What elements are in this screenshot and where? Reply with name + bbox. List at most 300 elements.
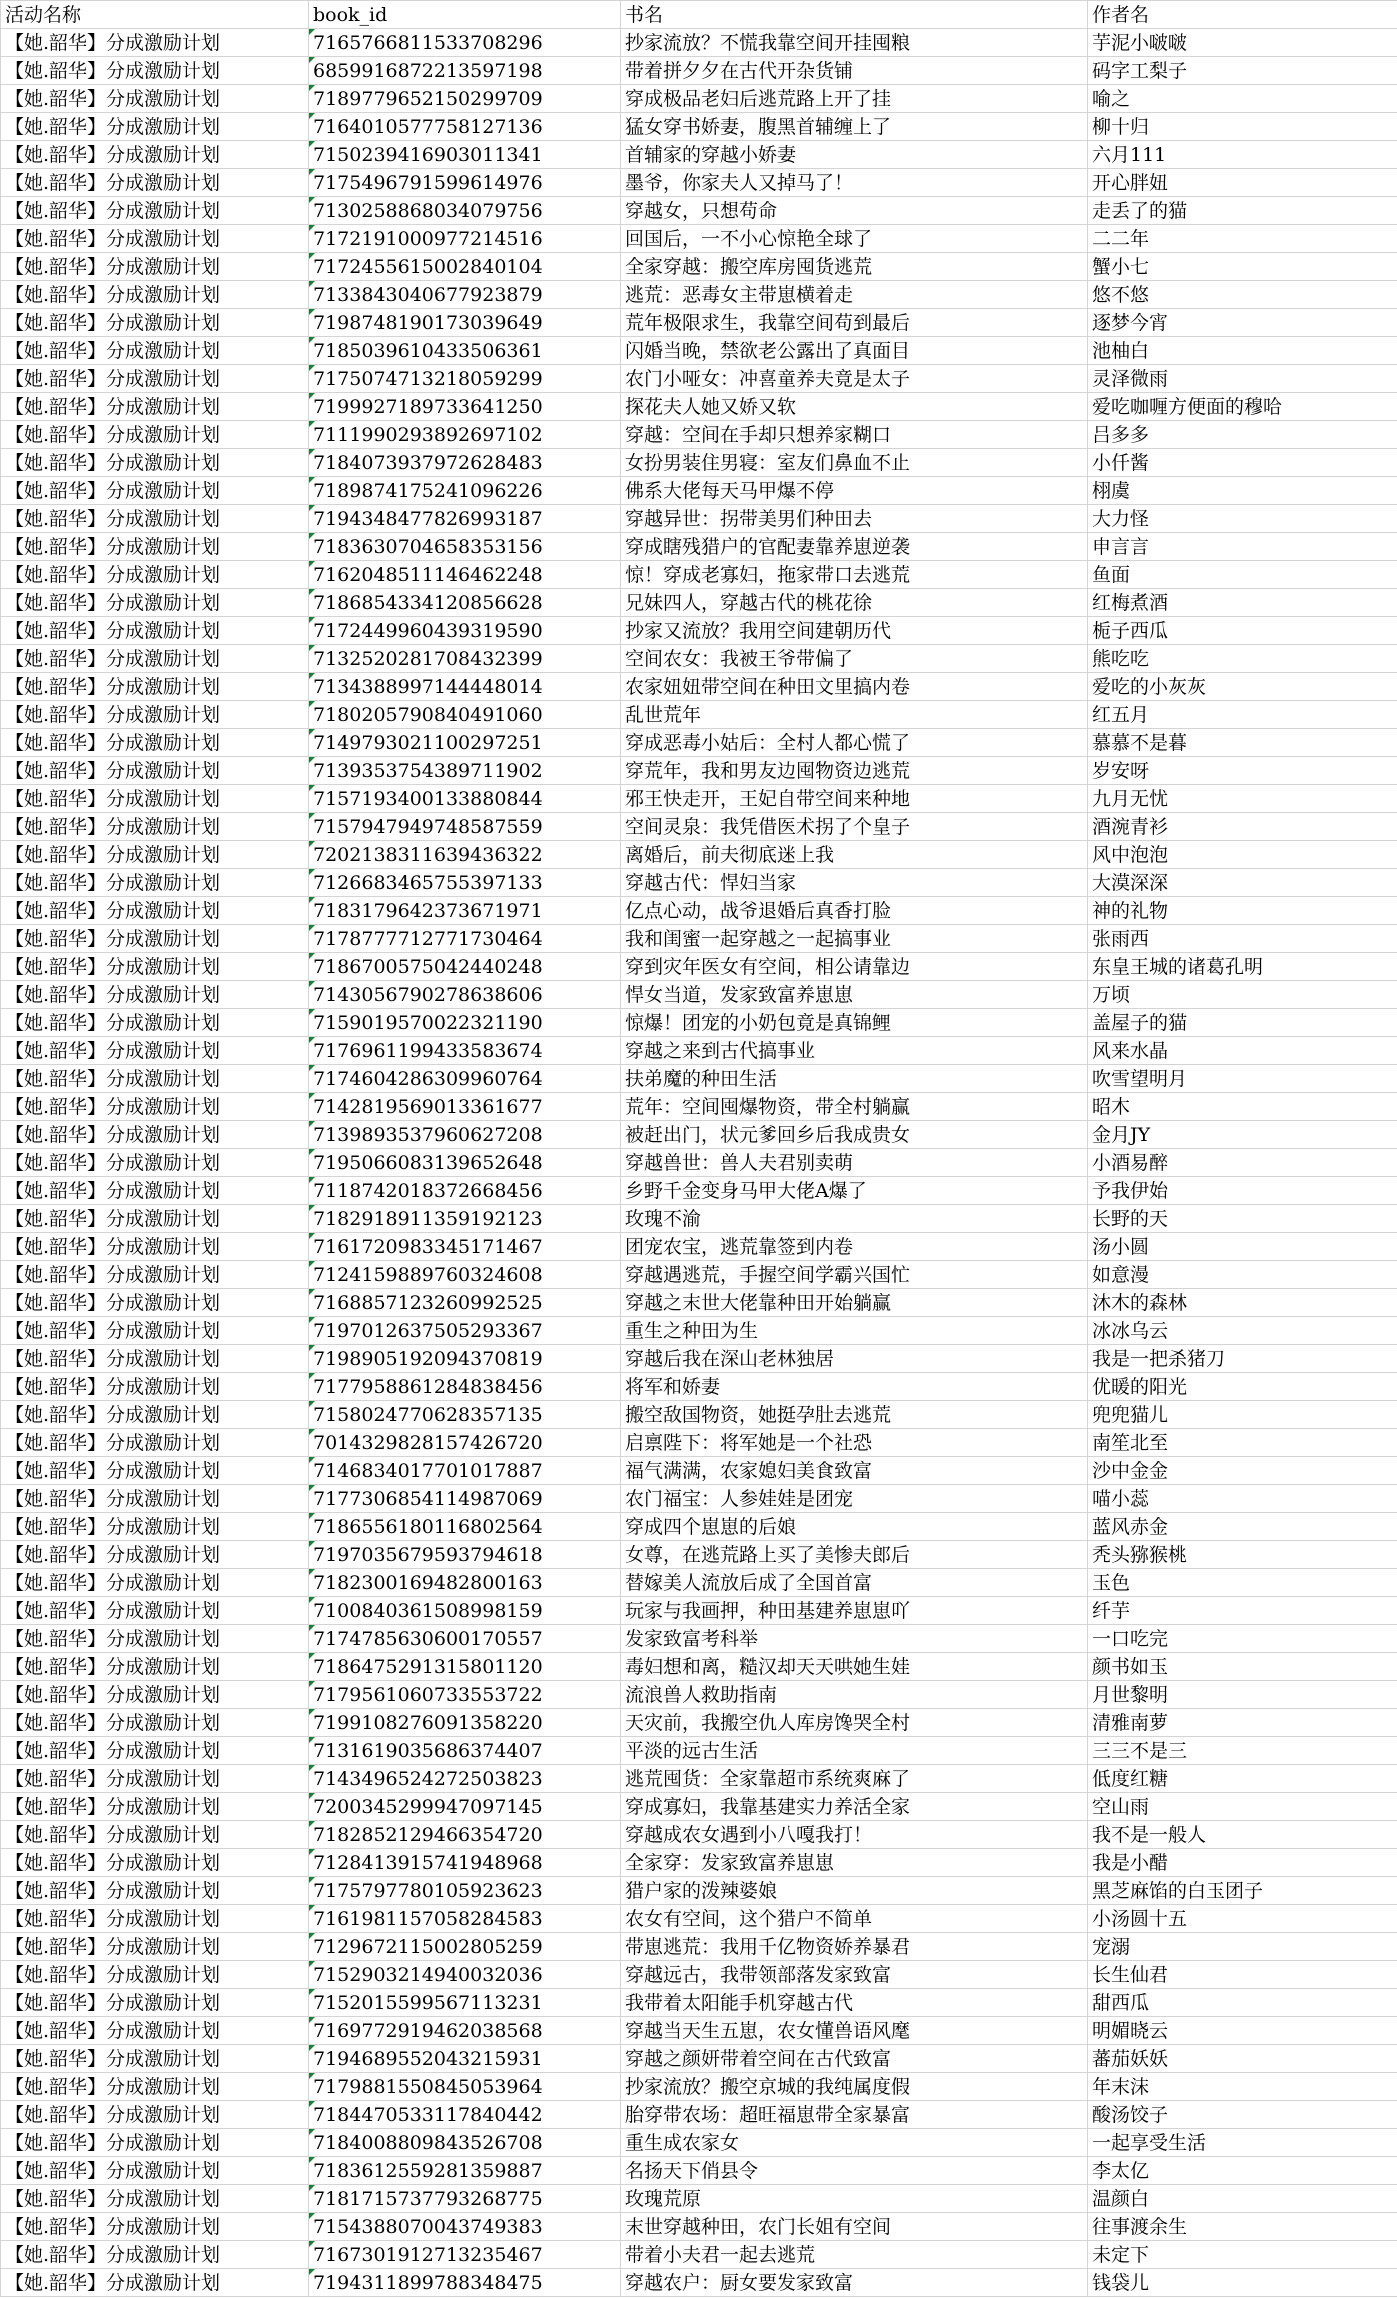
- author-cell[interactable]: 盖屋子的猫: [1088, 1009, 1397, 1037]
- activity-cell[interactable]: 【她.韶华】分成激励计划: [1, 197, 309, 225]
- title-cell[interactable]: 空间农女：我被王爷带偏了: [621, 645, 1088, 673]
- book-id-cell[interactable]: 7183630704658353156: [309, 533, 621, 561]
- book-id-cell[interactable]: 7128413915741948968: [309, 1849, 621, 1877]
- activity-cell[interactable]: 【她.韶华】分成激励计划: [1, 2045, 309, 2073]
- author-cell[interactable]: 玉色: [1088, 1569, 1397, 1597]
- activity-cell[interactable]: 【她.韶华】分成激励计划: [1, 253, 309, 281]
- book-id-cell[interactable]: 7143056790278638606: [309, 981, 621, 1009]
- activity-cell[interactable]: 【她.韶华】分成激励计划: [1, 1205, 309, 1233]
- title-cell[interactable]: 回国后，一不小心惊艳全球了: [621, 225, 1088, 253]
- book-id-cell[interactable]: 7149793021100297251: [309, 729, 621, 757]
- activity-cell[interactable]: 【她.韶华】分成激励计划: [1, 785, 309, 813]
- author-cell[interactable]: 东皇王城的诸葛孔明: [1088, 953, 1397, 981]
- activity-cell[interactable]: 【她.韶华】分成激励计划: [1, 2101, 309, 2129]
- book-id-cell[interactable]: 7180205790840491060: [309, 701, 621, 729]
- author-cell[interactable]: 走丢了的猫: [1088, 197, 1397, 225]
- author-cell[interactable]: 一口吃完: [1088, 1625, 1397, 1653]
- activity-cell[interactable]: 【她.韶华】分成激励计划: [1, 85, 309, 113]
- activity-cell[interactable]: 【她.韶华】分成激励计划: [1, 1933, 309, 1961]
- title-cell[interactable]: 玫瑰不渝: [621, 1205, 1088, 1233]
- author-cell[interactable]: 大漠深深: [1088, 869, 1397, 897]
- author-cell[interactable]: 九月无忧: [1088, 785, 1397, 813]
- activity-cell[interactable]: 【她.韶华】分成激励计划: [1, 421, 309, 449]
- title-cell[interactable]: 穿越后我在深山老林独居: [621, 1345, 1088, 1373]
- title-cell[interactable]: 农家妞妞带空间在种田文里搞内卷: [621, 673, 1088, 701]
- activity-cell[interactable]: 【她.韶华】分成激励计划: [1, 1905, 309, 1933]
- book-id-cell[interactable]: 7175496791599614976: [309, 169, 621, 197]
- activity-cell[interactable]: 【她.韶华】分成激励计划: [1, 393, 309, 421]
- author-cell[interactable]: 我是小醋: [1088, 1849, 1397, 1877]
- title-cell[interactable]: 胎穿带农场：超旺福崽带全家暴富: [621, 2101, 1088, 2129]
- title-cell[interactable]: 穿越古代：悍妇当家: [621, 869, 1088, 897]
- author-cell[interactable]: 秃头猕猴桃: [1088, 1541, 1397, 1569]
- book-id-cell[interactable]: 7152903214940032036: [309, 1961, 621, 1989]
- author-cell[interactable]: 鱼面: [1088, 561, 1397, 589]
- title-cell[interactable]: 空间灵泉：我凭借医术拐了个皇子: [621, 813, 1088, 841]
- title-cell[interactable]: 穿越之颜妍带着空间在古代致富: [621, 2045, 1088, 2073]
- author-cell[interactable]: 蟹小七: [1088, 253, 1397, 281]
- title-cell[interactable]: 全家穿：发家致富养崽崽: [621, 1849, 1088, 1877]
- author-cell[interactable]: 吕多多: [1088, 421, 1397, 449]
- header-cell-activity[interactable]: 活动名称: [1, 1, 309, 29]
- title-cell[interactable]: 穿荒年，我和男友边囤物资边逃荒: [621, 757, 1088, 785]
- title-cell[interactable]: 穿成恶毒小姑后：全村人都心慌了: [621, 729, 1088, 757]
- title-cell[interactable]: 将军和娇妻: [621, 1373, 1088, 1401]
- book-id-cell[interactable]: 7167301912713235467: [309, 2241, 621, 2269]
- title-cell[interactable]: 带崽逃荒：我用千亿物资娇养暴君: [621, 1933, 1088, 1961]
- book-id-cell[interactable]: 7132520281708432399: [309, 645, 621, 673]
- author-cell[interactable]: 红五月: [1088, 701, 1397, 729]
- title-cell[interactable]: 猛女穿书娇妻，腹黑首辅缠上了: [621, 113, 1088, 141]
- title-cell[interactable]: 天灾前，我搬空仇人库房馋哭全村: [621, 1709, 1088, 1737]
- activity-cell[interactable]: 【她.韶华】分成激励计划: [1, 2129, 309, 2157]
- book-id-cell[interactable]: 7185039610433506361: [309, 337, 621, 365]
- book-id-cell[interactable]: 7100840361508998159: [309, 1597, 621, 1625]
- author-cell[interactable]: 如意漫: [1088, 1261, 1397, 1289]
- title-cell[interactable]: 穿越成农女遇到小八嘎我打！: [621, 1821, 1088, 1849]
- author-cell[interactable]: 吹雪望明月: [1088, 1065, 1397, 1093]
- activity-cell[interactable]: 【她.韶华】分成激励计划: [1, 981, 309, 1009]
- book-id-cell[interactable]: 7118742018372668456: [309, 1177, 621, 1205]
- book-id-cell[interactable]: 7182300169482800163: [309, 1569, 621, 1597]
- book-id-cell[interactable]: 7146834017701017887: [309, 1457, 621, 1485]
- book-id-cell[interactable]: 7143496524272503823: [309, 1765, 621, 1793]
- author-cell[interactable]: 宠溺: [1088, 1933, 1397, 1961]
- activity-cell[interactable]: 【她.韶华】分成激励计划: [1, 1093, 309, 1121]
- title-cell[interactable]: 佛系大佬每天马甲爆不停: [621, 477, 1088, 505]
- book-id-cell[interactable]: 7175074713218059299: [309, 365, 621, 393]
- activity-cell[interactable]: 【她.韶华】分成激励计划: [1, 2185, 309, 2213]
- title-cell[interactable]: 穿成寡妇，我靠基建实力养活全家: [621, 1793, 1088, 1821]
- activity-cell[interactable]: 【她.韶华】分成激励计划: [1, 169, 309, 197]
- title-cell[interactable]: 末世穿越种田，农门长姐有空间: [621, 2213, 1088, 2241]
- title-cell[interactable]: 农门小哑女：冲喜童养夫竟是太子: [621, 365, 1088, 393]
- author-cell[interactable]: 酸汤饺子: [1088, 2101, 1397, 2129]
- title-cell[interactable]: 带着拼夕夕在古代开杂货铺: [621, 57, 1088, 85]
- title-cell[interactable]: 带着小夫君一起去逃荒: [621, 2241, 1088, 2269]
- author-cell[interactable]: 南笙北至: [1088, 1429, 1397, 1457]
- book-id-cell[interactable]: 7189874175241096226: [309, 477, 621, 505]
- activity-cell[interactable]: 【她.韶华】分成激励计划: [1, 2017, 309, 2045]
- activity-cell[interactable]: 【她.韶华】分成激励计划: [1, 1345, 309, 1373]
- book-id-cell[interactable]: 7154388070043749383: [309, 2213, 621, 2241]
- book-id-cell[interactable]: 7124159889760324608: [309, 1261, 621, 1289]
- book-id-cell[interactable]: 7159019570022321190: [309, 1009, 621, 1037]
- title-cell[interactable]: 启禀陛下：将军她是一个社恐: [621, 1429, 1088, 1457]
- author-cell[interactable]: 颜书如玉: [1088, 1653, 1397, 1681]
- book-id-cell[interactable]: 7197035679593794618: [309, 1541, 621, 1569]
- title-cell[interactable]: 穿越：空间在手却只想养家糊口: [621, 421, 1088, 449]
- book-id-cell[interactable]: 7181715737793268775: [309, 2185, 621, 2213]
- activity-cell[interactable]: 【她.韶华】分成激励计划: [1, 673, 309, 701]
- activity-cell[interactable]: 【她.韶华】分成激励计划: [1, 953, 309, 981]
- header-cell-author[interactable]: 作者名: [1088, 1, 1397, 29]
- author-cell[interactable]: 温颜白: [1088, 2185, 1397, 2213]
- activity-cell[interactable]: 【她.韶华】分成激励计划: [1, 449, 309, 477]
- book-id-cell[interactable]: 7157947949748587559: [309, 813, 621, 841]
- book-id-cell[interactable]: 7139893537960627208: [309, 1121, 621, 1149]
- author-cell[interactable]: 小酒易醉: [1088, 1149, 1397, 1177]
- title-cell[interactable]: 亿点心动，战爷退婚后真香打脸: [621, 897, 1088, 925]
- title-cell[interactable]: 荒年极限求生，我靠空间苟到最后: [621, 309, 1088, 337]
- book-id-cell[interactable]: 7183179642373671971: [309, 897, 621, 925]
- book-id-cell[interactable]: 7172449960439319590: [309, 617, 621, 645]
- author-cell[interactable]: 张雨西: [1088, 925, 1397, 953]
- author-cell[interactable]: 长野的天: [1088, 1205, 1397, 1233]
- author-cell[interactable]: 兜兜猫儿: [1088, 1401, 1397, 1429]
- header-cell-title[interactable]: 书名: [621, 1, 1088, 29]
- activity-cell[interactable]: 【她.韶华】分成激励计划: [1, 757, 309, 785]
- author-cell[interactable]: 栩虞: [1088, 477, 1397, 505]
- activity-cell[interactable]: 【她.韶华】分成激励计划: [1, 1709, 309, 1737]
- title-cell[interactable]: 探花夫人她又娇又软: [621, 393, 1088, 421]
- author-cell[interactable]: 大力怪: [1088, 505, 1397, 533]
- book-id-cell[interactable]: 7202138311639436322: [309, 841, 621, 869]
- book-id-cell[interactable]: 7198748190173039649: [309, 309, 621, 337]
- book-id-cell[interactable]: 7152015599567113231: [309, 1989, 621, 2017]
- title-cell[interactable]: 福气满满，农家媳妇美食致富: [621, 1457, 1088, 1485]
- activity-cell[interactable]: 【她.韶华】分成激励计划: [1, 1261, 309, 1289]
- author-cell[interactable]: 昭木: [1088, 1093, 1397, 1121]
- title-cell[interactable]: 我带着太阳能手机穿越古代: [621, 1989, 1088, 2017]
- book-id-cell[interactable]: 7184073937972628483: [309, 449, 621, 477]
- activity-cell[interactable]: 【她.韶华】分成激励计划: [1, 533, 309, 561]
- author-cell[interactable]: 喵小蕊: [1088, 1485, 1397, 1513]
- book-id-cell[interactable]: 7189779652150299709: [309, 85, 621, 113]
- activity-cell[interactable]: 【她.韶华】分成激励计划: [1, 869, 309, 897]
- activity-cell[interactable]: 【她.韶华】分成激励计划: [1, 589, 309, 617]
- activity-cell[interactable]: 【她.韶华】分成激励计划: [1, 1681, 309, 1709]
- title-cell[interactable]: 重生成农家女: [621, 2129, 1088, 2157]
- activity-cell[interactable]: 【她.韶华】分成激励计划: [1, 1233, 309, 1261]
- title-cell[interactable]: 穿越之末世大佬靠种田开始躺赢: [621, 1289, 1088, 1317]
- book-id-cell[interactable]: 7186556180116802564: [309, 1513, 621, 1541]
- book-id-cell[interactable]: 7186475291315801120: [309, 1653, 621, 1681]
- title-cell[interactable]: 平淡的远古生活: [621, 1737, 1088, 1765]
- book-id-cell[interactable]: 7194689552043215931: [309, 2045, 621, 2073]
- author-cell[interactable]: 未定下: [1088, 2241, 1397, 2269]
- activity-cell[interactable]: 【她.韶华】分成激励计划: [1, 897, 309, 925]
- activity-cell[interactable]: 【她.韶华】分成激励计划: [1, 1457, 309, 1485]
- author-cell[interactable]: 申言言: [1088, 533, 1397, 561]
- book-id-cell[interactable]: 7199927189733641250: [309, 393, 621, 421]
- author-cell[interactable]: 沙中金金: [1088, 1457, 1397, 1485]
- author-cell[interactable]: 风中泡泡: [1088, 841, 1397, 869]
- author-cell[interactable]: 三三不是三: [1088, 1737, 1397, 1765]
- author-cell[interactable]: 空山雨: [1088, 1793, 1397, 1821]
- author-cell[interactable]: 年末沫: [1088, 2073, 1397, 2101]
- activity-cell[interactable]: 【她.韶华】分成激励计划: [1, 1793, 309, 1821]
- title-cell[interactable]: 全家穿越：搬空库房囤货逃荒: [621, 253, 1088, 281]
- activity-cell[interactable]: 【她.韶华】分成激励计划: [1, 925, 309, 953]
- activity-cell[interactable]: 【她.韶华】分成激励计划: [1, 617, 309, 645]
- author-cell[interactable]: 小仟酱: [1088, 449, 1397, 477]
- activity-cell[interactable]: 【她.韶华】分成激励计划: [1, 1849, 309, 1877]
- author-cell[interactable]: 神的礼物: [1088, 897, 1397, 925]
- activity-cell[interactable]: 【她.韶华】分成激励计划: [1, 1821, 309, 1849]
- author-cell[interactable]: 喻之: [1088, 85, 1397, 113]
- author-cell[interactable]: 岁安呀: [1088, 757, 1397, 785]
- book-id-cell[interactable]: 7172455615002840104: [309, 253, 621, 281]
- author-cell[interactable]: 码字工梨子: [1088, 57, 1397, 85]
- title-cell[interactable]: 穿越之来到古代搞事业: [621, 1037, 1088, 1065]
- activity-cell[interactable]: 【她.韶华】分成激励计划: [1, 2269, 309, 2297]
- book-id-cell[interactable]: 7164010577758127136: [309, 113, 621, 141]
- activity-cell[interactable]: 【她.韶华】分成激励计划: [1, 1177, 309, 1205]
- author-cell[interactable]: 慕慕不是暮: [1088, 729, 1397, 757]
- activity-cell[interactable]: 【她.韶华】分成激励计划: [1, 2157, 309, 2185]
- book-id-cell[interactable]: 7182918911359192123: [309, 1205, 621, 1233]
- activity-cell[interactable]: 【她.韶华】分成激励计划: [1, 281, 309, 309]
- author-cell[interactable]: 汤小圆: [1088, 1233, 1397, 1261]
- book-id-cell[interactable]: 7168857123260992525: [309, 1289, 621, 1317]
- author-cell[interactable]: 清雅南萝: [1088, 1709, 1397, 1737]
- book-id-cell[interactable]: 7142819569013361677: [309, 1093, 621, 1121]
- book-id-cell[interactable]: 7150239416903011341: [309, 141, 621, 169]
- book-id-cell[interactable]: 7139353754389711902: [309, 757, 621, 785]
- book-id-cell[interactable]: 7194348477826993187: [309, 505, 621, 533]
- activity-cell[interactable]: 【她.韶华】分成激励计划: [1, 1401, 309, 1429]
- author-cell[interactable]: 优暖的阳光: [1088, 1373, 1397, 1401]
- activity-cell[interactable]: 【她.韶华】分成激励计划: [1, 1317, 309, 1345]
- activity-cell[interactable]: 【她.韶华】分成激励计划: [1, 729, 309, 757]
- author-cell[interactable]: 芋泥小啵啵: [1088, 29, 1397, 57]
- book-id-cell[interactable]: 7134388997144448014: [309, 673, 621, 701]
- activity-cell[interactable]: 【她.韶华】分成激励计划: [1, 561, 309, 589]
- title-cell[interactable]: 玫瑰荒原: [621, 2185, 1088, 2213]
- title-cell[interactable]: 穿越远古，我带领部落发家致富: [621, 1961, 1088, 1989]
- title-cell[interactable]: 农女有空间，这个猎户不简单: [621, 1905, 1088, 1933]
- activity-cell[interactable]: 【她.韶华】分成激励计划: [1, 1373, 309, 1401]
- activity-cell[interactable]: 【她.韶华】分成激励计划: [1, 1065, 309, 1093]
- title-cell[interactable]: 逃荒囤货：全家靠超市系统爽麻了: [621, 1765, 1088, 1793]
- title-cell[interactable]: 兄妹四人，穿越古代的桃花徐: [621, 589, 1088, 617]
- activity-cell[interactable]: 【她.韶华】分成激励计划: [1, 1765, 309, 1793]
- author-cell[interactable]: 钱袋儿: [1088, 2269, 1397, 2297]
- book-id-cell[interactable]: 7133843040677923879: [309, 281, 621, 309]
- author-cell[interactable]: 爱吃的小灰灰: [1088, 673, 1397, 701]
- activity-cell[interactable]: 【她.韶华】分成激励计划: [1, 701, 309, 729]
- activity-cell[interactable]: 【她.韶华】分成激励计划: [1, 1877, 309, 1905]
- activity-cell[interactable]: 【她.韶华】分成激励计划: [1, 337, 309, 365]
- title-cell[interactable]: 闪婚当晚，禁欲老公露出了真面目: [621, 337, 1088, 365]
- book-id-cell[interactable]: 7177958861284838456: [309, 1373, 621, 1401]
- author-cell[interactable]: 万顷: [1088, 981, 1397, 1009]
- book-id-cell[interactable]: 7176961199433583674: [309, 1037, 621, 1065]
- author-cell[interactable]: 爱吃咖喱方便面的穆哈: [1088, 393, 1397, 421]
- title-cell[interactable]: 墨爷，你家夫人又掉马了！: [621, 169, 1088, 197]
- author-cell[interactable]: 明媚晓云: [1088, 2017, 1397, 2045]
- title-cell[interactable]: 悍女当道，发家致富养崽崽: [621, 981, 1088, 1009]
- author-cell[interactable]: 逐梦今宵: [1088, 309, 1397, 337]
- title-cell[interactable]: 玩家与我画押，种田基建养崽崽吖: [621, 1597, 1088, 1625]
- author-cell[interactable]: 开心胖妞: [1088, 169, 1397, 197]
- book-id-cell[interactable]: 7197012637505293367: [309, 1317, 621, 1345]
- activity-cell[interactable]: 【她.韶华】分成激励计划: [1, 1625, 309, 1653]
- author-cell[interactable]: 柳十归: [1088, 113, 1397, 141]
- title-cell[interactable]: 我和闺蜜一起穿越之一起搞事业: [621, 925, 1088, 953]
- author-cell[interactable]: 六月111: [1088, 141, 1397, 169]
- author-cell[interactable]: 金月JY: [1088, 1121, 1397, 1149]
- activity-cell[interactable]: 【她.韶华】分成激励计划: [1, 1485, 309, 1513]
- header-cell-book-id[interactable]: book_id: [309, 1, 621, 29]
- title-cell[interactable]: 惊！穿成老寡妇，拖家带口去逃荒: [621, 561, 1088, 589]
- title-cell[interactable]: 流浪兽人救助指南: [621, 1681, 1088, 1709]
- activity-cell[interactable]: 【她.韶华】分成激励计划: [1, 505, 309, 533]
- author-cell[interactable]: 予我伊始: [1088, 1177, 1397, 1205]
- title-cell[interactable]: 毒妇想和离，糙汉却天天哄她生娃: [621, 1653, 1088, 1681]
- title-cell[interactable]: 被赶出门，状元爹回乡后我成贵女: [621, 1121, 1088, 1149]
- title-cell[interactable]: 首辅家的穿越小娇妻: [621, 141, 1088, 169]
- title-cell[interactable]: 重生之种田为生: [621, 1317, 1088, 1345]
- title-cell[interactable]: 荒年：空间囤爆物资，带全村躺赢: [621, 1093, 1088, 1121]
- title-cell[interactable]: 替嫁美人流放后成了全国首富: [621, 1569, 1088, 1597]
- book-id-cell[interactable]: 7131619035686374407: [309, 1737, 621, 1765]
- title-cell[interactable]: 搬空敌国物资，她挺孕肚去逃荒: [621, 1401, 1088, 1429]
- activity-cell[interactable]: 【她.韶华】分成激励计划: [1, 1569, 309, 1597]
- author-cell[interactable]: 二二年: [1088, 225, 1397, 253]
- book-id-cell[interactable]: 7184470533117840442: [309, 2101, 621, 2129]
- title-cell[interactable]: 名扬天下俏县令: [621, 2157, 1088, 2185]
- author-cell[interactable]: 悠不悠: [1088, 281, 1397, 309]
- book-id-cell[interactable]: 7199108276091358220: [309, 1709, 621, 1737]
- title-cell[interactable]: 邪王快走开，王妃自带空间来种地: [621, 785, 1088, 813]
- book-id-cell[interactable]: 7198905192094370819: [309, 1345, 621, 1373]
- activity-cell[interactable]: 【她.韶华】分成激励计划: [1, 1513, 309, 1541]
- book-id-cell[interactable]: 7200345299947097145: [309, 1793, 621, 1821]
- book-id-cell[interactable]: 7183612559281359887: [309, 2157, 621, 2185]
- activity-cell[interactable]: 【她.韶华】分成激励计划: [1, 1289, 309, 1317]
- title-cell[interactable]: 惊爆！团宠的小奶包竟是真锦鲤: [621, 1009, 1088, 1037]
- title-cell[interactable]: 抄家又流放？我用空间建朝历代: [621, 617, 1088, 645]
- title-cell[interactable]: 穿成四个崽崽的后娘: [621, 1513, 1088, 1541]
- title-cell[interactable]: 穿越女，只想苟命: [621, 197, 1088, 225]
- title-cell[interactable]: 穿越异世：拐带美男们种田去: [621, 505, 1088, 533]
- author-cell[interactable]: 我是一把杀猪刀: [1088, 1345, 1397, 1373]
- activity-cell[interactable]: 【她.韶华】分成激励计划: [1, 225, 309, 253]
- title-cell[interactable]: 女扮男装住男寝：室友们鼻血不止: [621, 449, 1088, 477]
- book-id-cell[interactable]: 7179881550845053964: [309, 2073, 621, 2101]
- author-cell[interactable]: 黑芝麻馅的白玉团子: [1088, 1877, 1397, 1905]
- activity-cell[interactable]: 【她.韶华】分成激励计划: [1, 813, 309, 841]
- title-cell[interactable]: 抄家流放？不慌我靠空间开挂囤粮: [621, 29, 1088, 57]
- author-cell[interactable]: 往事渡余生: [1088, 2213, 1397, 2241]
- author-cell[interactable]: 沐木的森林: [1088, 1289, 1397, 1317]
- title-cell[interactable]: 扶弟魔的种田生活: [621, 1065, 1088, 1093]
- title-cell[interactable]: 逃荒：恶毒女主带崽横着走: [621, 281, 1088, 309]
- author-cell[interactable]: 小汤圆十五: [1088, 1905, 1397, 1933]
- title-cell[interactable]: 穿越当天生五崽，农女懂兽语风麾: [621, 2017, 1088, 2045]
- book-id-cell[interactable]: 7158024770628357135: [309, 1401, 621, 1429]
- book-id-cell[interactable]: 7172191000977214516: [309, 225, 621, 253]
- activity-cell[interactable]: 【她.韶华】分成激励计划: [1, 1541, 309, 1569]
- activity-cell[interactable]: 【她.韶华】分成激励计划: [1, 1961, 309, 1989]
- book-id-cell[interactable]: 7186700575042440248: [309, 953, 621, 981]
- book-id-cell[interactable]: 7157193400133880844: [309, 785, 621, 813]
- author-cell[interactable]: 熊吃吃: [1088, 645, 1397, 673]
- activity-cell[interactable]: 【她.韶华】分成激励计划: [1, 1429, 309, 1457]
- activity-cell[interactable]: 【她.韶华】分成激励计划: [1, 645, 309, 673]
- title-cell[interactable]: 穿成极品老妇后逃荒路上开了挂: [621, 85, 1088, 113]
- author-cell[interactable]: 蕃茄妖妖: [1088, 2045, 1397, 2073]
- activity-cell[interactable]: 【她.韶华】分成激励计划: [1, 1121, 309, 1149]
- activity-cell[interactable]: 【她.韶华】分成激励计划: [1, 1009, 309, 1037]
- book-id-cell[interactable]: 7186854334120856628: [309, 589, 621, 617]
- book-id-cell[interactable]: 7111990293892697102: [309, 421, 621, 449]
- activity-cell[interactable]: 【她.韶华】分成激励计划: [1, 1653, 309, 1681]
- title-cell[interactable]: 发家致富考科举: [621, 1625, 1088, 1653]
- activity-cell[interactable]: 【她.韶华】分成激励计划: [1, 1037, 309, 1065]
- title-cell[interactable]: 穿到灾年医女有空间，相公请靠边: [621, 953, 1088, 981]
- book-id-cell[interactable]: 7014329828157426720: [309, 1429, 621, 1457]
- book-id-cell[interactable]: 7182852129466354720: [309, 1821, 621, 1849]
- title-cell[interactable]: 乡野千金变身马甲大佬A爆了: [621, 1177, 1088, 1205]
- author-cell[interactable]: 纤芋: [1088, 1597, 1397, 1625]
- book-id-cell[interactable]: 7161981157058284583: [309, 1905, 621, 1933]
- author-cell[interactable]: 风来水晶: [1088, 1037, 1397, 1065]
- title-cell[interactable]: 穿越遇逃荒，手握空间学霸兴国忙: [621, 1261, 1088, 1289]
- author-cell[interactable]: 蓝风赤金: [1088, 1513, 1397, 1541]
- title-cell[interactable]: 抄家流放？搬空京城的我纯属度假: [621, 2073, 1088, 2101]
- activity-cell[interactable]: 【她.韶华】分成激励计划: [1, 1989, 309, 2017]
- title-cell[interactable]: 穿越农户：厨女要发家致富: [621, 2269, 1088, 2297]
- title-cell[interactable]: 离婚后，前夫彻底迷上我: [621, 841, 1088, 869]
- author-cell[interactable]: 我不是一般人: [1088, 1821, 1397, 1849]
- book-id-cell[interactable]: 7126683465755397133: [309, 869, 621, 897]
- activity-cell[interactable]: 【她.韶华】分成激励计划: [1, 2073, 309, 2101]
- book-id-cell[interactable]: 7174785630600170557: [309, 1625, 621, 1653]
- author-cell[interactable]: 李太亿: [1088, 2157, 1397, 2185]
- author-cell[interactable]: 月世黎明: [1088, 1681, 1397, 1709]
- author-cell[interactable]: 长生仙君: [1088, 1961, 1397, 1989]
- book-id-cell[interactable]: 7174604286309960764: [309, 1065, 621, 1093]
- book-id-cell[interactable]: 7161720983345171467: [309, 1233, 621, 1261]
- activity-cell[interactable]: 【她.韶华】分成激励计划: [1, 113, 309, 141]
- activity-cell[interactable]: 【她.韶华】分成激励计划: [1, 29, 309, 57]
- book-id-cell[interactable]: 7179561060733553722: [309, 1681, 621, 1709]
- author-cell[interactable]: 栀子西瓜: [1088, 617, 1397, 645]
- activity-cell[interactable]: 【她.韶华】分成激励计划: [1, 2241, 309, 2269]
- activity-cell[interactable]: 【她.韶华】分成激励计划: [1, 1149, 309, 1177]
- activity-cell[interactable]: 【她.韶华】分成激励计划: [1, 141, 309, 169]
- author-cell[interactable]: 灵泽微雨: [1088, 365, 1397, 393]
- book-id-cell[interactable]: 7175797780105923623: [309, 1877, 621, 1905]
- author-cell[interactable]: 酒涴青衫: [1088, 813, 1397, 841]
- title-cell[interactable]: 穿成瞎残猎户的官配妻靠养崽逆袭: [621, 533, 1088, 561]
- book-id-cell[interactable]: 7178777712771730464: [309, 925, 621, 953]
- author-cell[interactable]: 池柚白: [1088, 337, 1397, 365]
- title-cell[interactable]: 女尊，在逃荒路上买了美惨夫郎后: [621, 1541, 1088, 1569]
